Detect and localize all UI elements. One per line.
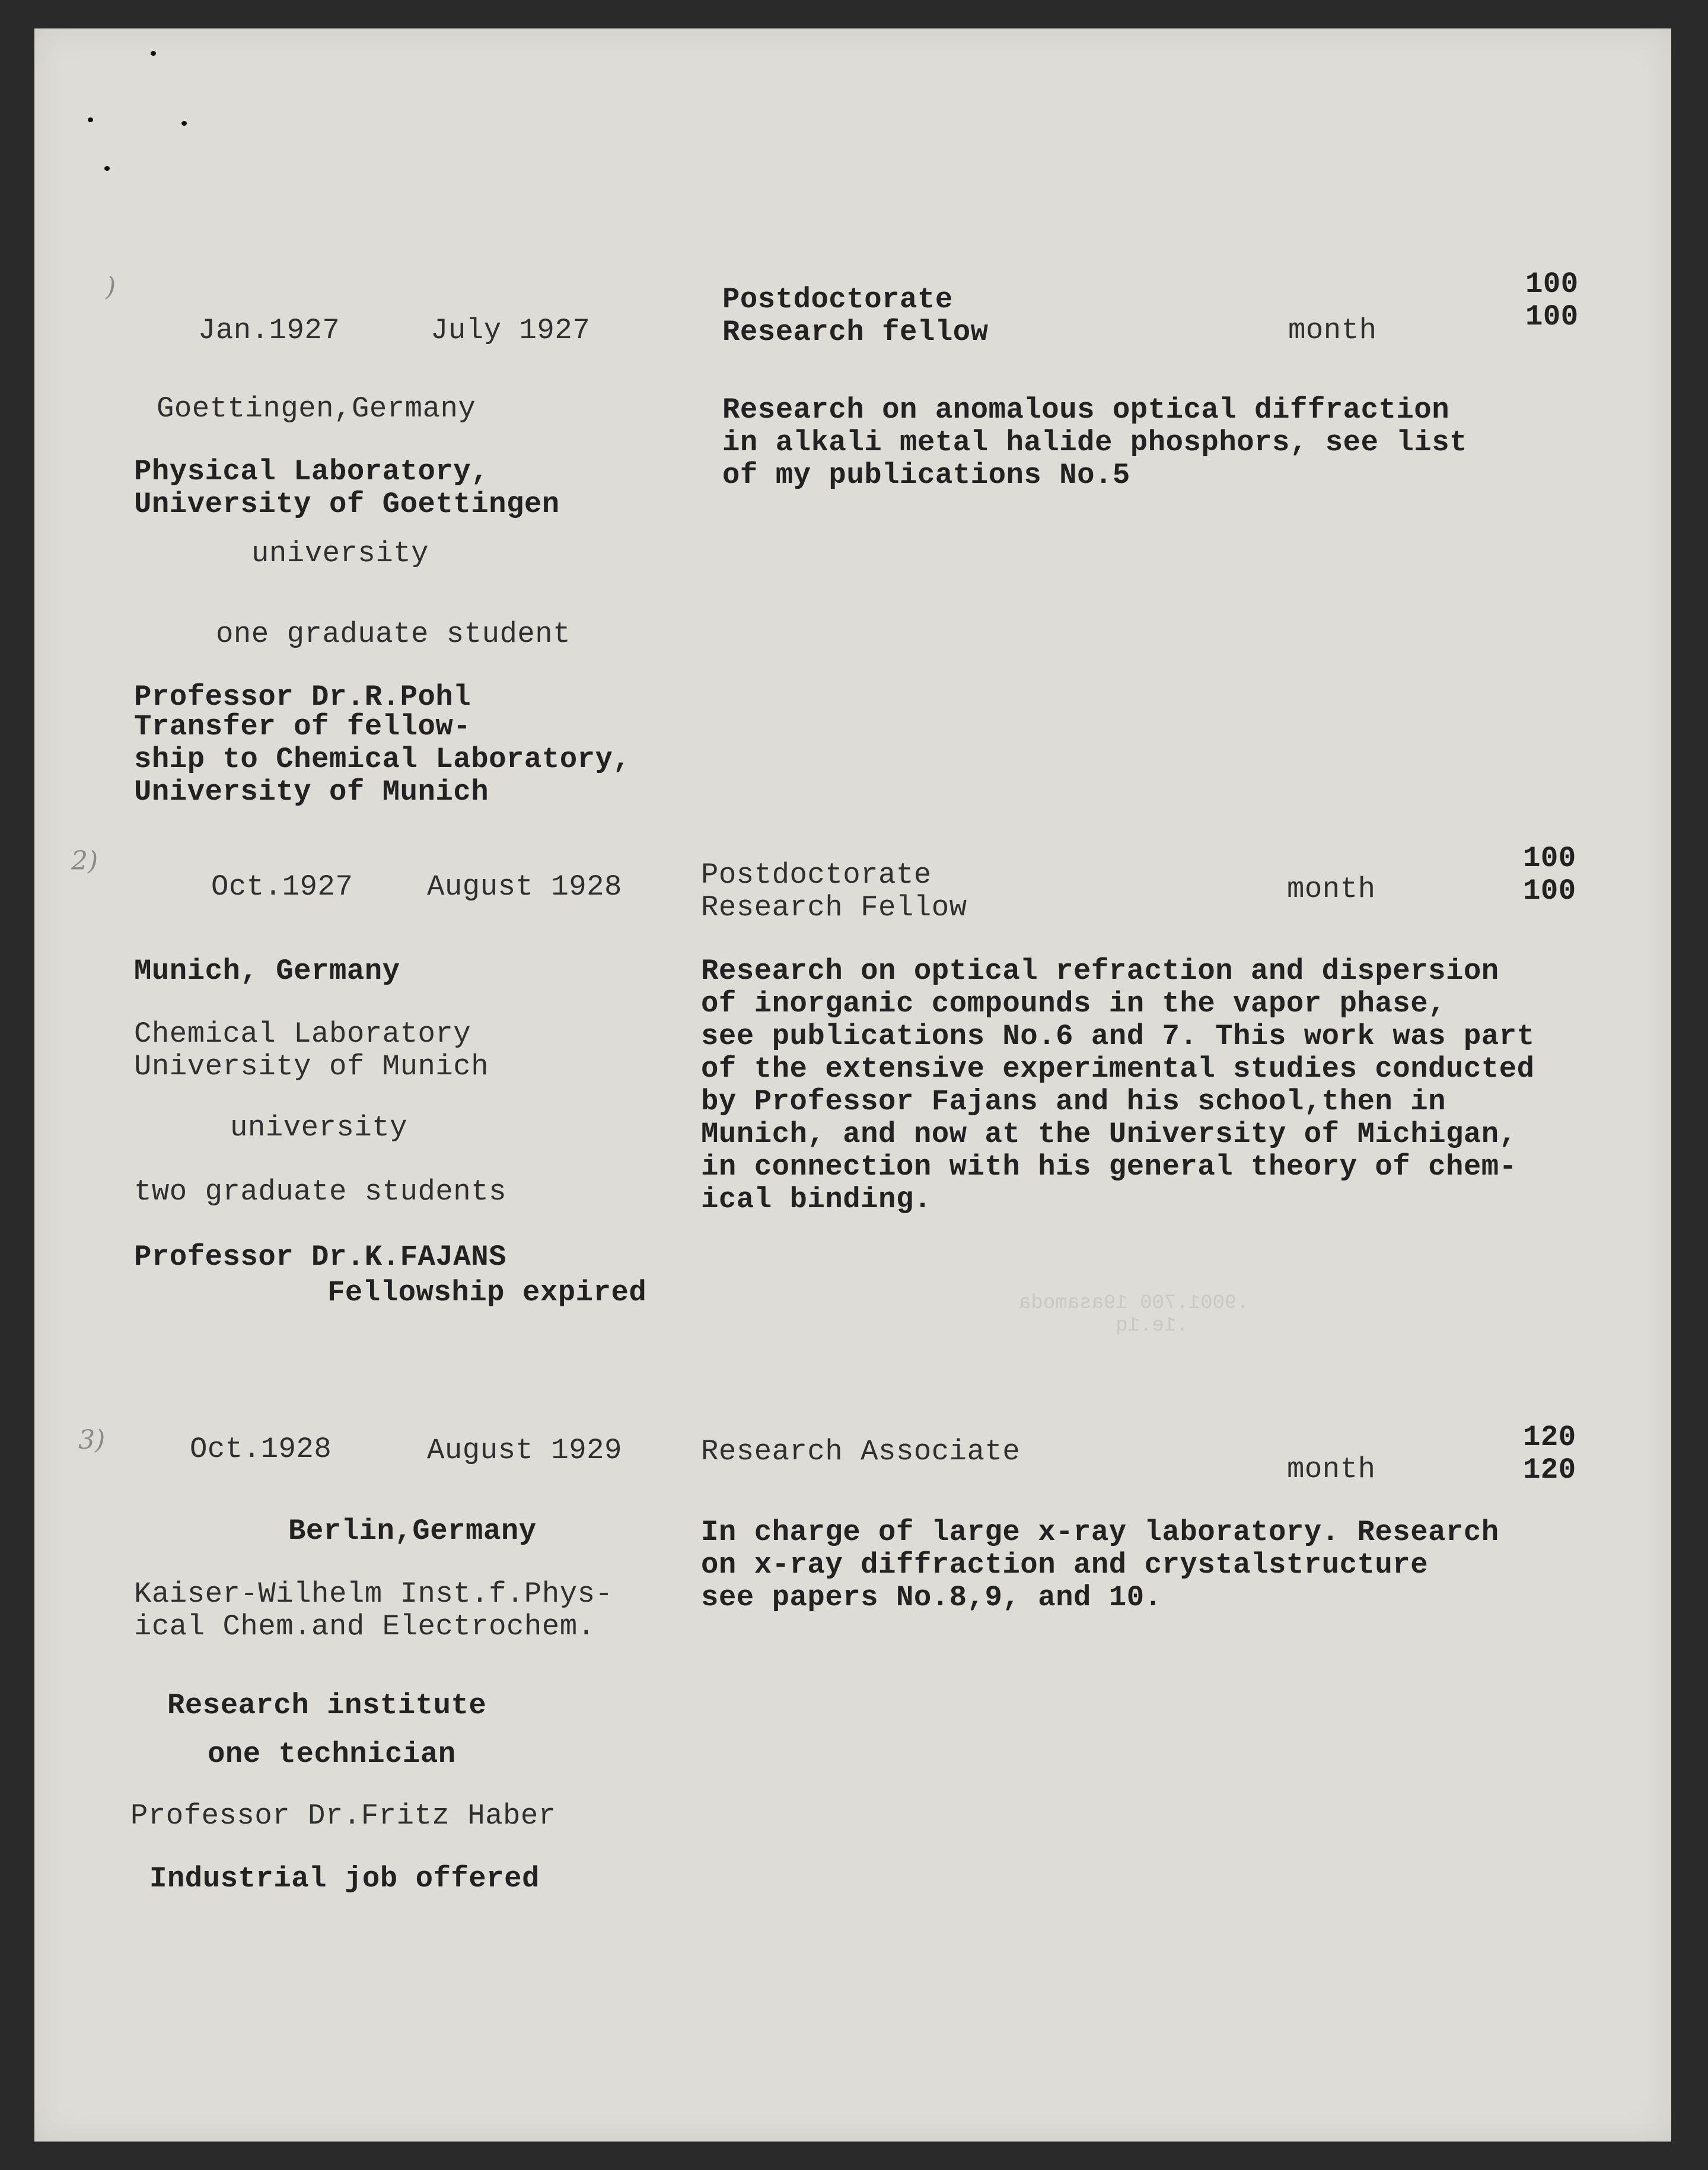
entry-institution-type: university xyxy=(251,537,429,570)
entry-supervisor: Professor Dr.Fritz Haber xyxy=(130,1799,556,1832)
entry-from-date: Oct.1928 xyxy=(190,1433,332,1466)
ink-dot xyxy=(181,121,187,126)
entry-number-mark: ) xyxy=(106,272,116,302)
ink-dot xyxy=(104,166,110,171)
entry-institution: Chemical Laboratory University of Munich xyxy=(134,1017,489,1083)
entry-amounts: 100 100 xyxy=(1523,842,1576,908)
ink-dot xyxy=(88,117,93,122)
entry-position: Research Associate xyxy=(701,1435,1021,1468)
entry-place: Goettingen,Germany xyxy=(157,392,476,425)
entry-to-date: August 1928 xyxy=(427,870,622,903)
entry-supervisor: Professor Dr.R.Pohl xyxy=(134,680,471,714)
entry-to-date: July 1927 xyxy=(431,314,591,347)
entry-number-mark: 2) xyxy=(71,846,98,876)
entry-institution-type: Research institute xyxy=(167,1689,487,1722)
entry-place: Berlin,Germany xyxy=(288,1514,537,1548)
entry-description: In charge of large x-ray laboratory. Research on x-ray diffraction and crystalstructure see papers No.8,9, and 10. xyxy=(701,1516,1499,1614)
entry-to-date: August 1929 xyxy=(427,1434,622,1467)
entry-staff: two graduate students xyxy=(134,1175,507,1208)
entry-pay-unit: month xyxy=(1287,1453,1376,1486)
entry-place: Munich, Germany xyxy=(134,954,400,988)
entry-reason-leaving: Fellowship expired xyxy=(327,1276,647,1309)
entry-pay-unit: month xyxy=(1287,873,1376,906)
bleed-through: .9001.700 19asamoda .1e.1q xyxy=(1019,1292,1249,1337)
entry-institution: Kaiser-Wilhelm Inst.f.Phys- ical Chem.and Electrochem. xyxy=(134,1577,613,1643)
entry-institution-type: university xyxy=(230,1111,408,1144)
entry-position: Postdoctorate Research fellow xyxy=(722,283,989,349)
ink-dot xyxy=(151,51,156,56)
entry-position: Postdoctorate Research Fellow xyxy=(701,858,967,924)
entry-pay-unit: month xyxy=(1288,314,1377,347)
entry-staff: one technician xyxy=(208,1738,456,1771)
entry-staff: one graduate student xyxy=(216,618,571,651)
entry-reason-leaving: Industrial job offered xyxy=(149,1862,540,1895)
entry-supervisor: Professor Dr.K.FAJANS xyxy=(134,1240,507,1274)
entry-description: Research on anomalous optical diffraction in alkali metal halide phosphors, see list of my publications No.5 xyxy=(722,393,1468,492)
document-page xyxy=(34,28,1671,2142)
entry-amounts: 120 120 xyxy=(1523,1421,1576,1487)
entry-from-date: Jan.1927 xyxy=(198,314,340,347)
entry-institution: Physical Laboratory, University of Goettingen xyxy=(134,455,560,521)
entry-description: Research on optical refraction and dispersion of inorganic compounds in the vapor phase, see publications No.6 and 7. This work was part of the extensive experimental studies conducted by Professor Fajans and his school,then in Munich, and now at the University of Michigan, in connection with his general theory of chem- ical binding. xyxy=(701,954,1535,1216)
entry-amounts: 100 100 xyxy=(1525,268,1579,333)
entry-from-date: Oct.1927 xyxy=(211,870,353,903)
entry-reason-leaving: Transfer of fellow- ship to Chemical Laboratory, University of Munich xyxy=(134,710,631,809)
entry-number-mark: 3) xyxy=(78,1425,106,1455)
